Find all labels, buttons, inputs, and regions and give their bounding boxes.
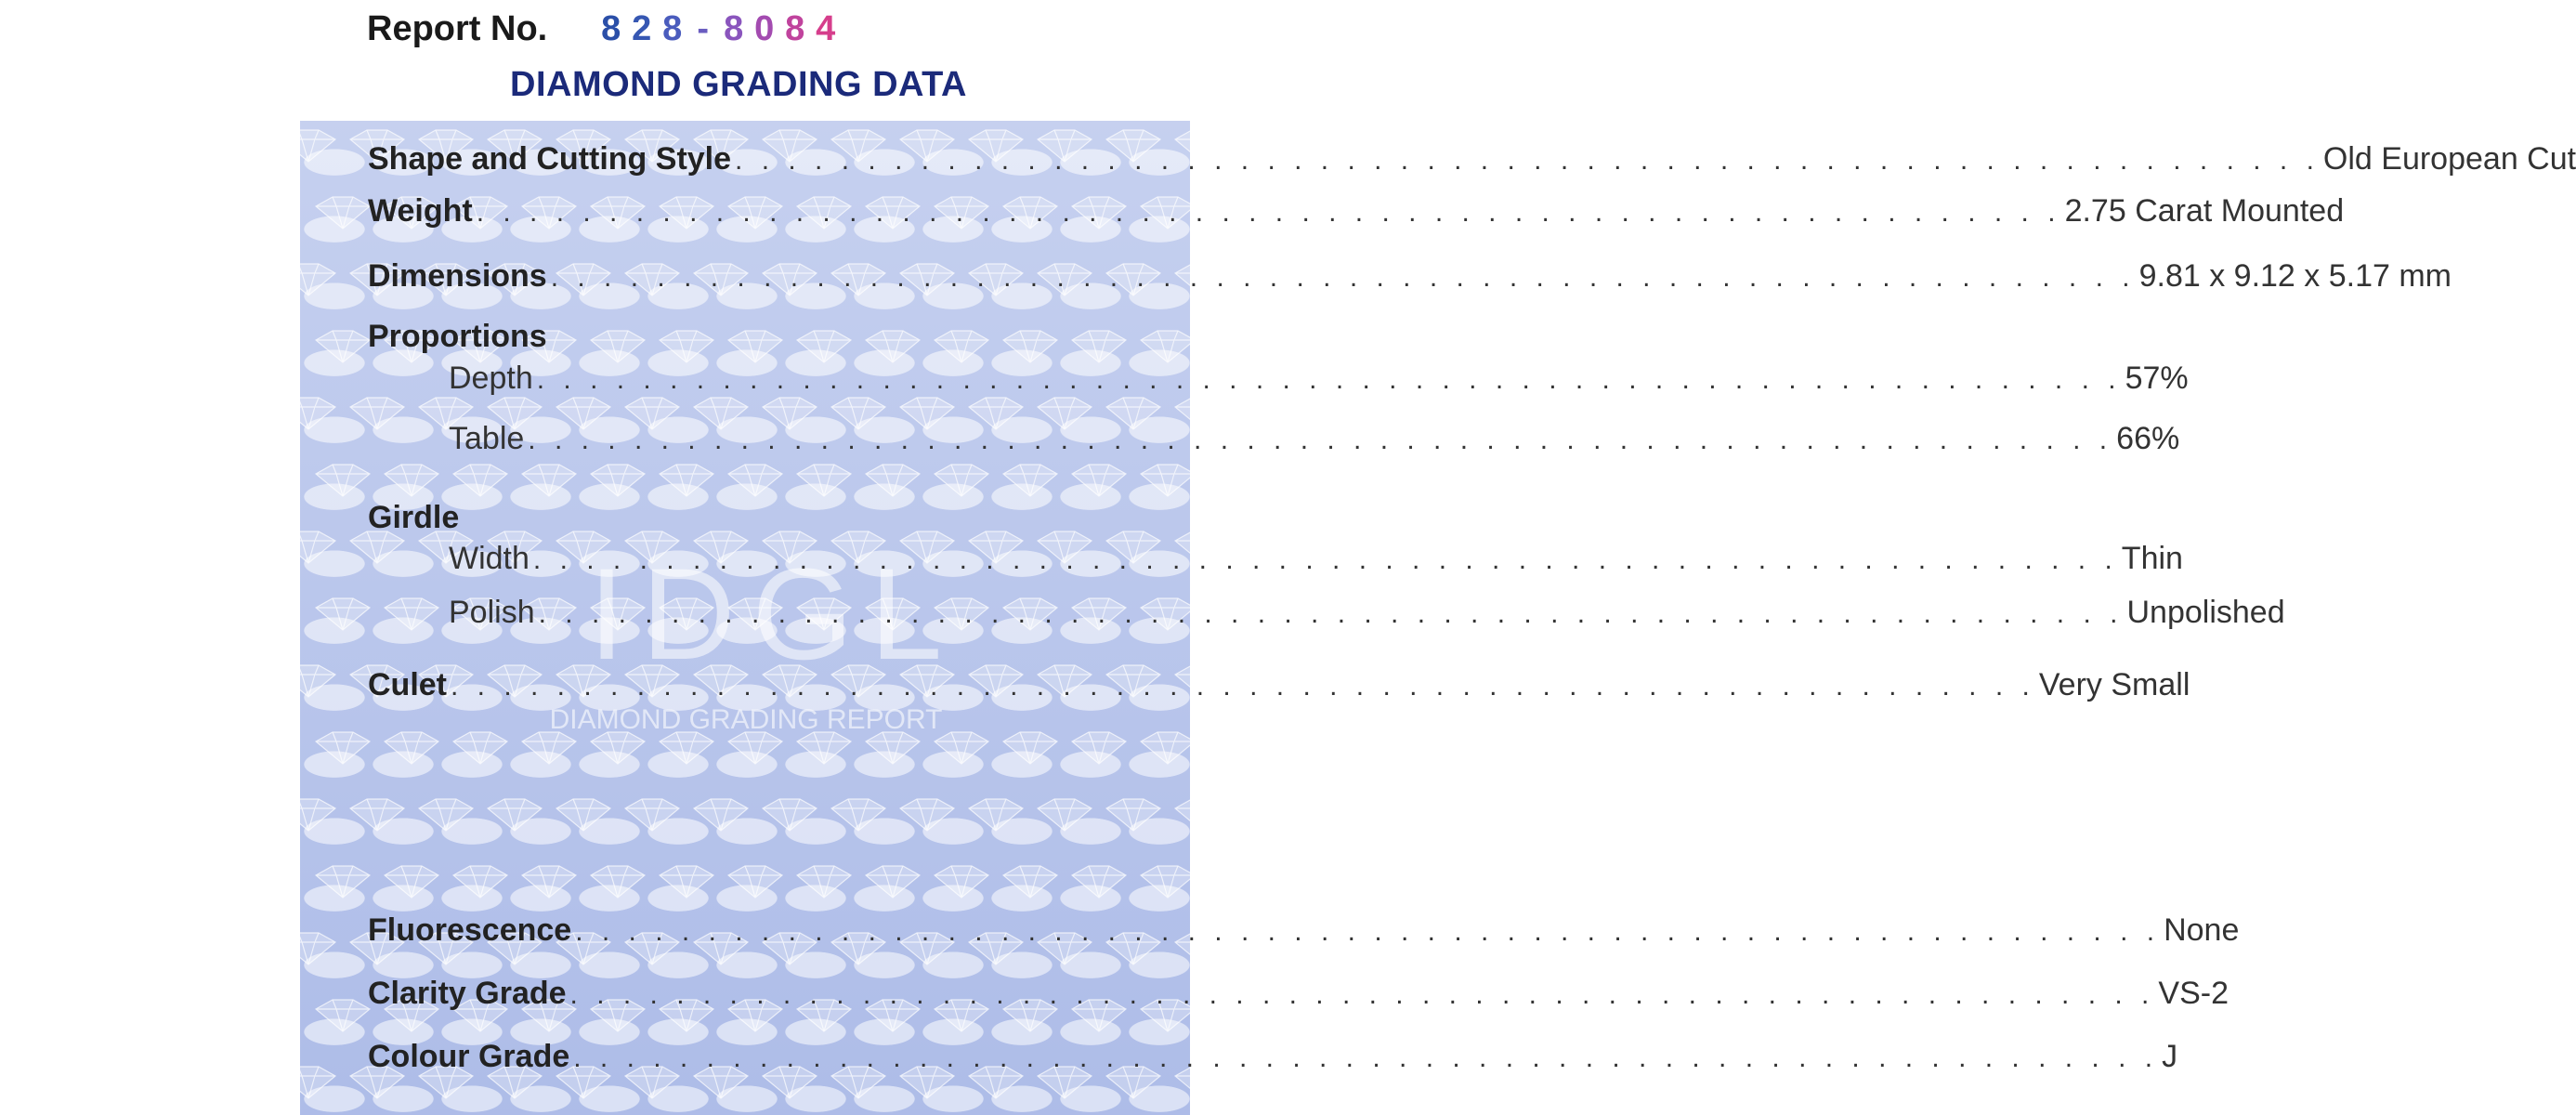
diamond-motif <box>1141 465 1195 496</box>
diamond-motif <box>488 799 542 831</box>
field-label: Shape and Cutting Style <box>368 141 732 177</box>
diamond-motif <box>281 933 335 964</box>
report-digit: 8 <box>601 8 621 48</box>
diamond-motif <box>1072 866 1126 898</box>
diamond-motif <box>316 331 370 362</box>
diamond-motif <box>385 598 438 630</box>
diamond-motif <box>660 866 713 898</box>
diamond-motif <box>728 732 782 764</box>
watermark-logo: IDGL <box>588 541 960 687</box>
field-value: None <box>2164 912 2240 948</box>
diamond-motif <box>385 866 438 898</box>
field-label: Fluorescence <box>368 912 572 948</box>
field-table <box>449 421 2180 457</box>
diamond-motif <box>1141 732 1195 764</box>
leader-dots: . . . . . . . . . . . . . . . . . . . . . . . . . . . . . . . . . . . . . . . . . . . . . . . . . . . . . . . . . . . . <box>569 979 2155 1010</box>
diamond-motif <box>591 866 645 898</box>
report-digit: 0 <box>754 8 775 48</box>
field-label: Clarity Grade <box>368 976 567 1011</box>
field-shape <box>368 141 2576 177</box>
report-digit: 2 <box>632 8 652 48</box>
diamond-motif <box>694 799 748 831</box>
field-girdle-width <box>449 541 2183 577</box>
diamond-motif <box>935 732 988 764</box>
diamond-motif <box>1003 331 1057 362</box>
field-value: Unpolished <box>2126 595 2285 630</box>
diamond-motif <box>591 732 645 764</box>
diamond-motif <box>1003 465 1057 496</box>
leader-dots: . . . . . . . . . . . . . . . . . . . . . . . . . . . . . . . . . . . . . . . . . . . . . . . . . . . . . . . . . . . . <box>532 544 2118 575</box>
field-label: Polish <box>449 595 535 630</box>
field-value: J <box>2162 1039 2178 1074</box>
diamond-motif <box>1141 866 1195 898</box>
diamond-motif <box>281 130 335 162</box>
field-label: Culet <box>368 667 447 702</box>
diamond-motif <box>1072 732 1126 764</box>
diamond-motif <box>797 732 851 764</box>
field-value: 66% <box>2116 421 2180 456</box>
diamond-motif <box>281 799 335 831</box>
field-label: Colour Grade <box>368 1039 570 1074</box>
leader-dots: . . . . . . . . . . . . . . . . . . . . . . . . . . . . . . . . . . . . . . . . . . . . . . . . . . . . . . . . . . . . <box>528 425 2113 455</box>
leader-dots: . . . . . . . . . . . . . . . . . . . . . . . . . . . . . . . . . . . . . . . . . . . . . . . . . . . . . . . . . . . . <box>476 197 2061 228</box>
leader-dots: . . . . . . . . . . . . . . . . . . . . . . . . . . . . . . . . . . . . . . . . . . . . . . . . . . . . . . . . . . . . <box>735 145 2320 176</box>
diamond-motif <box>316 866 370 898</box>
diamond-motif <box>728 465 782 496</box>
field-fluorescence <box>368 912 2240 949</box>
diamond-motif <box>935 331 988 362</box>
diamond-motif <box>453 465 507 496</box>
diamond-motif <box>453 866 507 898</box>
diamond-motif <box>969 799 1023 831</box>
diamond-motif <box>1106 799 1160 831</box>
report-digits <box>595 9 841 49</box>
leader-dots: . . . . . . . . . . . . . . . . . . . . . . . . . . . . . . . . . . . . . . . . . . . . . . . . . . . . . . . . . . . . <box>550 262 2136 293</box>
diamond-motif <box>1003 732 1057 764</box>
diamond-motif <box>1210 331 1263 362</box>
field-value: VS-2 <box>2158 976 2229 1011</box>
field-value: 9.81 x 9.12 x 5.17 mm <box>2138 258 2452 294</box>
diamond-motif <box>591 465 645 496</box>
field-depth <box>449 361 2189 397</box>
report-label: Report No. <box>367 8 548 48</box>
report-digit: - <box>697 8 710 48</box>
diamond-motif <box>728 331 782 362</box>
report-number <box>367 6 841 52</box>
diamond-motif <box>660 331 713 362</box>
diamond-motif <box>385 465 438 496</box>
diamond-motif <box>522 465 576 496</box>
diamond-motif <box>281 264 335 295</box>
diamond-motif <box>350 799 404 831</box>
diamond-motif <box>419 799 473 831</box>
diamond-motif <box>797 331 851 362</box>
diamond-motif <box>866 331 920 362</box>
diamond-motif <box>1210 866 1263 898</box>
field-label: Table <box>449 421 525 456</box>
report-digit: 4 <box>816 8 836 48</box>
field-girdle-polish <box>449 595 2285 631</box>
diamond-motif <box>281 665 335 697</box>
diamond-motif <box>316 598 370 630</box>
diamond-motif <box>350 531 404 563</box>
field-culet <box>368 667 2190 703</box>
diamond-motif <box>281 398 335 429</box>
diamond-motif <box>522 866 576 898</box>
leader-dots: . . . . . . . . . . . . . . . . . . . . . . . . . . . . . . . . . . . . . . . . . . . . . . . . . . . . . . . . . . . . <box>575 916 2161 947</box>
report-digit: 8 <box>785 8 805 48</box>
diamond-motif <box>935 866 988 898</box>
diamond-motif <box>316 197 370 229</box>
diamond-motif <box>797 465 851 496</box>
diamond-motif <box>316 1000 370 1031</box>
field-label: Dimensions <box>368 258 547 294</box>
report-digit: 8 <box>662 8 683 48</box>
diamond-motif <box>1210 732 1263 764</box>
proportions-heading: Proportions <box>368 319 547 354</box>
diamond-motif <box>866 465 920 496</box>
diamond-motif <box>660 465 713 496</box>
field-value: Very Small <box>2038 667 2190 702</box>
field-dimensions <box>368 258 2452 295</box>
diamond-motif <box>556 799 610 831</box>
leader-dots: . . . . . . . . . . . . . . . . . . . . . . . . . . . . . . . . . . . . . . . . . . . . . . . . . . . . . . . . . . . . <box>536 364 2122 395</box>
diamond-motif <box>1210 465 1263 496</box>
field-weight <box>368 193 2345 230</box>
field-colour <box>368 1039 2178 1075</box>
diamond-motif <box>1072 331 1126 362</box>
diamond-motif <box>1141 331 1195 362</box>
leader-dots: . . . . . . . . . . . . . . . . . . . . . . . . . . . . . . . . . . . . . . . . . . . . . . . . . . . . . . . . . . . . <box>538 598 2124 629</box>
diamond-motif <box>281 1067 335 1098</box>
field-value: 57% <box>2125 361 2189 396</box>
diamond-motif <box>831 799 885 831</box>
diamond-motif <box>1003 866 1057 898</box>
diamond-motif <box>625 799 679 831</box>
field-label: Weight <box>368 193 473 229</box>
diamond-motif <box>1072 465 1126 496</box>
diamond-motif <box>660 732 713 764</box>
field-value: Old European Cut <box>2322 141 2576 177</box>
page-title: DIAMOND GRADING DATA <box>510 65 967 104</box>
diamond-motif <box>900 799 954 831</box>
diamond-motif <box>1038 799 1092 831</box>
watermark-subtitle: DIAMOND GRADING REPORT <box>549 704 943 735</box>
diamond-motif <box>1175 799 1229 831</box>
diamond-motif <box>591 331 645 362</box>
diamond-motif <box>763 799 817 831</box>
diamond-motif <box>935 465 988 496</box>
leader-dots: . . . . . . . . . . . . . . . . . . . . . . . . . . . . . . . . . . . . . . . . . . . . . . . . . . . . . . . . . . . . <box>573 1043 2159 1073</box>
diamond-motif <box>866 866 920 898</box>
girdle-heading: Girdle <box>368 500 460 535</box>
diamond-motif <box>385 732 438 764</box>
field-value: 2.75 Carat Mounted <box>2064 193 2345 229</box>
diamond-motif <box>281 531 335 563</box>
field-label: Depth <box>449 361 533 396</box>
report-digit: 8 <box>724 8 744 48</box>
diamond-motif <box>453 732 507 764</box>
field-label: Width <box>449 541 530 576</box>
diamond-motif <box>522 732 576 764</box>
diamond-motif <box>350 398 404 429</box>
diamond-motif <box>316 732 370 764</box>
diamond-motif <box>728 866 782 898</box>
field-value: Thin <box>2121 541 2183 576</box>
diamond-motif <box>316 465 370 496</box>
diamond-motif <box>866 732 920 764</box>
grading-panel <box>300 121 2576 1115</box>
diamond-motif <box>797 866 851 898</box>
leader-dots: . . . . . . . . . . . . . . . . . . . . . . . . . . . . . . . . . . . . . . . . . . . . . . . . . . . . . . . . . . . . <box>451 671 2035 702</box>
field-clarity <box>368 976 2229 1012</box>
